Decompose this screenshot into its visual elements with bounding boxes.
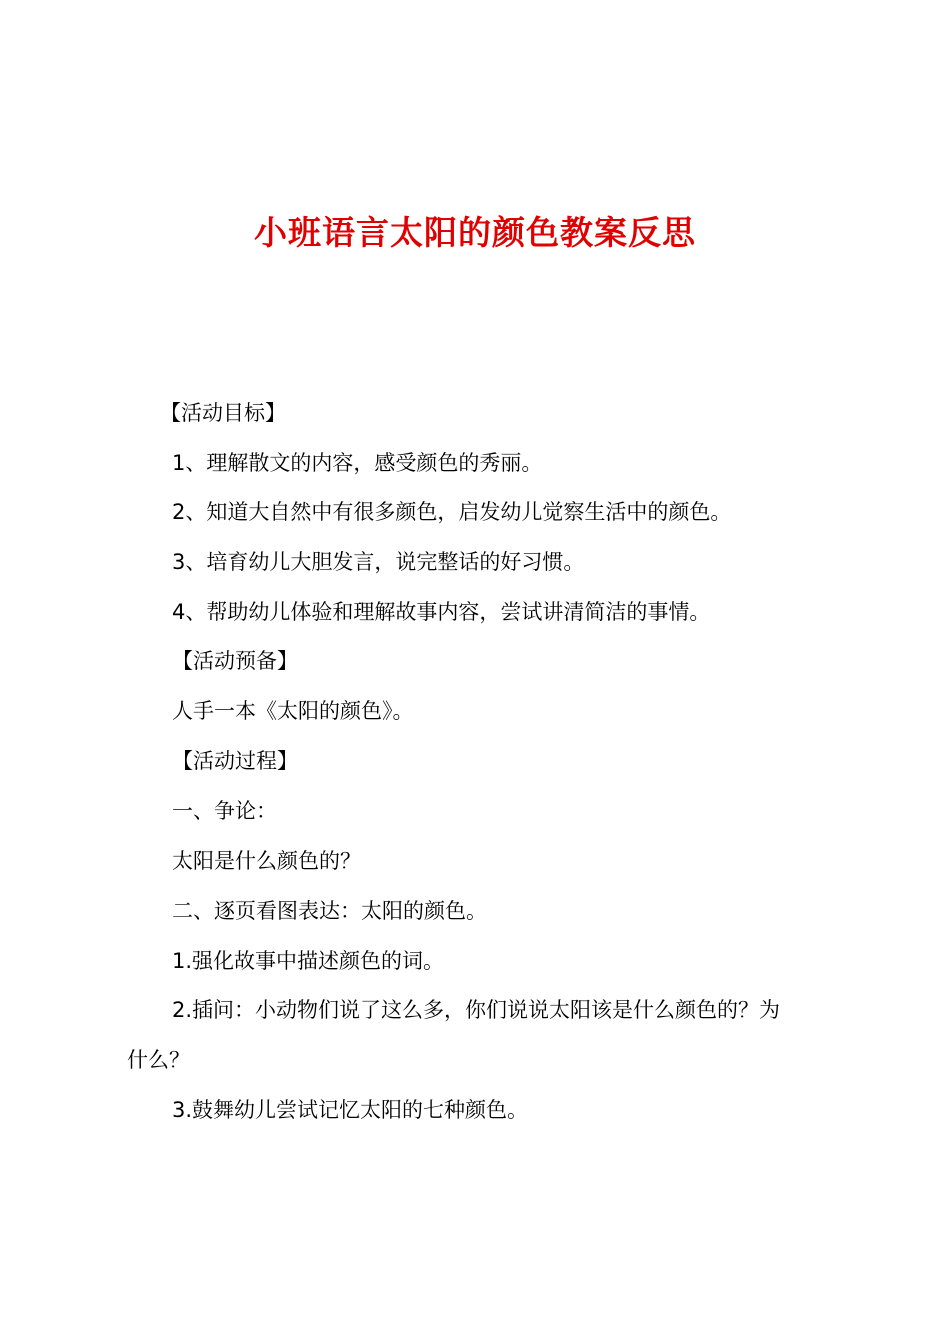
process-step-2-item-2-continued: 什么？	[127, 1048, 190, 1072]
document-title: 小班语言太阳的颜色教案反思	[254, 213, 696, 252]
section-heading-goals: 【活动目标】	[160, 401, 286, 425]
process-step-2-item-2: 2.插问：小动物们说了这么多，你们说说太阳该是什么颜色的？为	[172, 998, 781, 1022]
prep-text: 人手一本《太阳的颜色》。	[172, 699, 414, 723]
goal-item-3: 3、培育幼儿大胆发言，说完整话的好习惯。	[172, 550, 585, 574]
goal-item-2: 2、知道大自然中有很多颜色，启发幼儿觉察生活中的颜色。	[172, 500, 732, 524]
process-step-1: 一、争论：	[172, 799, 277, 823]
section-heading-process: 【活动过程】	[172, 749, 298, 773]
goal-item-4: 4、帮助幼儿体验和理解故事内容，尝试讲清简洁的事情。	[172, 600, 711, 624]
goal-item-1: 1、理解散文的内容，感受颜色的秀丽。	[172, 451, 543, 475]
section-heading-prep: 【活动预备】	[172, 649, 298, 673]
process-step-1-question: 太阳是什么颜色的？	[172, 849, 361, 873]
process-step-2-item-1: 1.强化故事中描述颜色的词。	[172, 949, 445, 973]
process-step-2-item-3: 3.鼓舞幼儿尝试记忆太阳的七种颜色。	[172, 1098, 529, 1122]
process-step-2: 二、逐页看图表达：太阳的颜色。	[172, 899, 487, 923]
